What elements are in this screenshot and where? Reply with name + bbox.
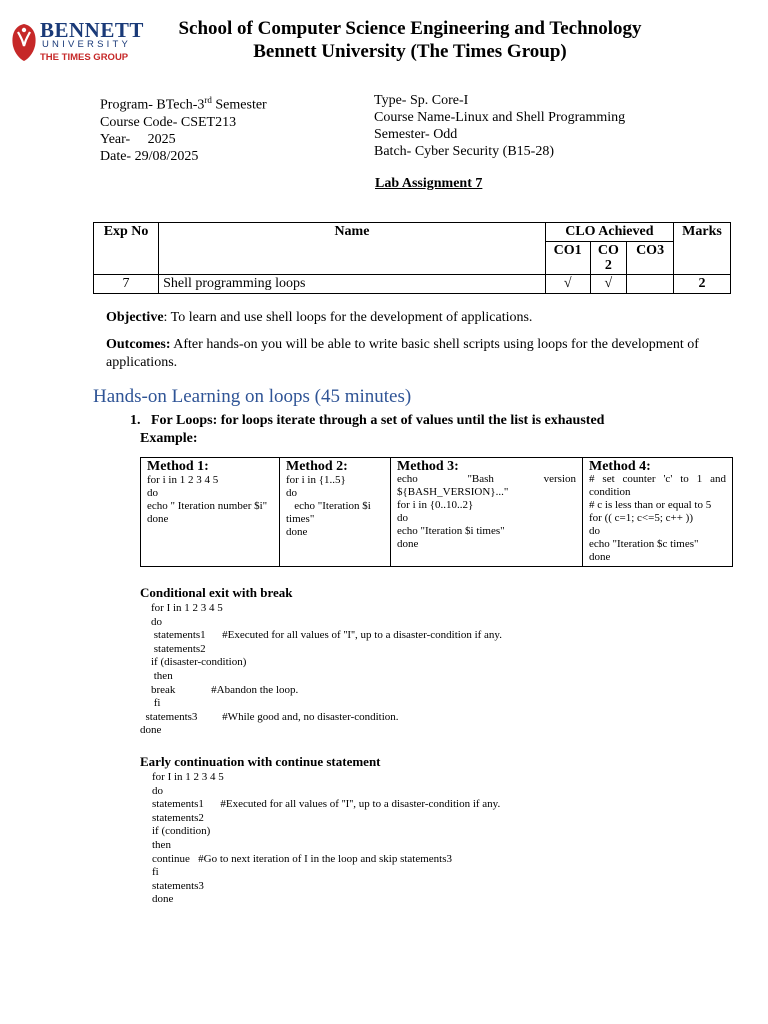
example-label: Example: <box>140 431 198 446</box>
university-logo <box>10 18 150 66</box>
code-line: do <box>397 512 408 524</box>
code-line: echo "Iteration $i times" <box>286 500 374 525</box>
header-marks: Marks <box>673 223 730 275</box>
cell-marks: 2 <box>673 275 730 294</box>
cell-co2: √ <box>590 275 627 294</box>
objective-paragraph <box>106 309 706 327</box>
method-4-cell <box>583 458 733 567</box>
code-line: for i in {0..10..2} <box>397 499 474 511</box>
header-name: Name <box>159 223 546 275</box>
method-2-cell <box>280 458 391 567</box>
methods-table <box>140 457 733 567</box>
method-2-title: Method 2: <box>286 459 348 474</box>
cell-exp-no: 7 <box>94 275 159 294</box>
logo-subtitle: UNIVERSITY <box>42 39 132 50</box>
header-exp-no: Exp No <box>94 223 159 275</box>
outcomes-text: After hands-on you will be able to write basic shell scripts using loops for the development of applications. <box>106 337 699 370</box>
code-line: for i in {1..5} <box>286 474 346 486</box>
year: Year- 2025 <box>100 131 176 147</box>
code-line: # set counter 'c' to 1 and condition <box>589 473 726 498</box>
course-info-left <box>100 92 267 165</box>
course-type: Type- Sp. Core-I <box>374 93 469 108</box>
code-line: done <box>397 538 419 550</box>
objective-text: : To learn and use shell loops for the development of applications. <box>163 310 533 325</box>
outcomes-paragraph <box>106 336 706 372</box>
date: Date- 29/08/2025 <box>100 148 199 164</box>
course-name: Course Name-Linux and Shell Programming <box>374 110 626 125</box>
method-4-title: Method 4: <box>589 459 651 474</box>
code-line: # c is less than or equal to 5 <box>589 499 712 511</box>
university-title: Bennett University (The Times Group) <box>253 41 567 62</box>
code-line: do <box>147 487 158 499</box>
continue-section-title: Early continuation with continue statement <box>140 754 381 769</box>
experiment-table <box>93 222 731 294</box>
batch: Batch- Cyber Security (B15-28) <box>374 144 555 159</box>
code-line: do <box>589 525 600 537</box>
code-line: echo "Bash version ${BASH_VERSION}..." <box>397 473 576 498</box>
objective-label: Objective <box>106 310 164 325</box>
header-co3: CO3 <box>627 242 674 275</box>
program-line: Program- BTech-3rd Semester <box>100 95 267 113</box>
cell-co3 <box>627 275 674 294</box>
semester: Semester- Odd <box>374 127 458 142</box>
header-co2: CO 2 <box>590 242 627 275</box>
item-text: For Loops: for loops iterate through a set of values until the list is exhausted <box>151 413 605 428</box>
bennett-emblem-icon <box>10 22 38 62</box>
code-line: do <box>286 487 297 499</box>
for-loops-item <box>130 412 604 448</box>
code-line: echo " Iteration number $i" <box>147 500 268 512</box>
method-1-cell <box>141 458 280 567</box>
section-heading: Hands-on Learning on loops (45 minutes) <box>93 386 412 407</box>
school-title: School of Computer Science Engineering and Technology <box>178 18 642 39</box>
break-code-block: for I in 1 2 3 4 5 do statements1 #Executed for all values of ''I'', up to a disaster-condition if any. statements2 if (disaster-condition) then break #Abandon the loop. fi statements3 #While good and, no disaster-condition. done <box>140 602 502 737</box>
code-line: done <box>286 526 308 538</box>
code-line: echo "Iteration $c times" <box>589 538 699 550</box>
method-1-title: Method 1: <box>147 459 209 474</box>
method-3-cell <box>391 458 583 567</box>
code-line: echo "Iteration $i times" <box>397 525 505 537</box>
course-code: Course Code- CSET213 <box>100 114 237 130</box>
code-line: done <box>589 551 611 563</box>
header-clo-achieved: CLO Achieved <box>545 223 673 242</box>
cell-co1: √ <box>545 275 590 294</box>
outcomes-label: Outcomes: <box>106 337 171 352</box>
header-co1: CO1 <box>545 242 590 275</box>
break-section-title: Conditional exit with break <box>140 585 293 600</box>
lab-assignment-title: Lab Assignment 7 <box>375 176 483 191</box>
item-number: 1. <box>130 413 141 428</box>
table-row <box>94 275 731 294</box>
logo-name: BENNETT <box>40 18 144 42</box>
code-line: done <box>147 513 169 525</box>
logo-group: THE TIMES GROUP <box>40 52 129 63</box>
cell-name: Shell programming loops <box>159 275 546 294</box>
continue-code-block: for I in 1 2 3 4 5 do statements1 #Executed for all values of ''I'', up to a disaster-condition if any. statements2 if (condition) then continue #Go to next iteration of I in the loop and skip statements3 fi statements3 done <box>152 771 501 906</box>
method-3-title: Method 3: <box>397 459 459 474</box>
code-line: for i in 1 2 3 4 5 <box>147 474 219 486</box>
course-info-right <box>374 92 625 160</box>
code-line: for (( c=1; c<=5; c++ )) <box>589 512 694 524</box>
